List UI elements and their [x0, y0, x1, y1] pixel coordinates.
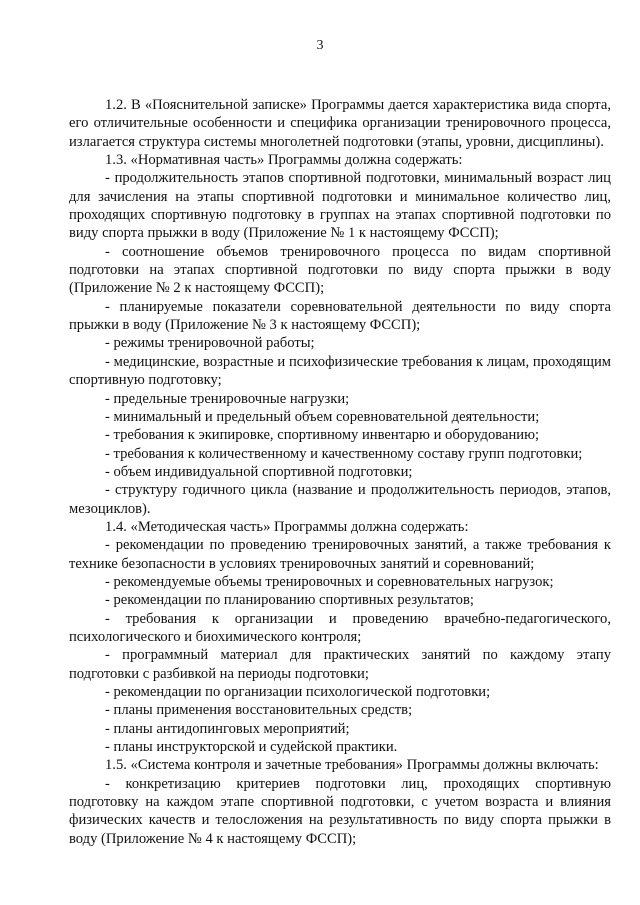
page-number: 3 [316, 38, 324, 53]
paragraph-1-2: 1.2. В «Пояснительной записке» Программы дается характеристика вида спорта, его отличительные особенности и специфика организации тренировочного процесса, излагается структура системы многолетней подготовки (этапы, уровни, дисциплины). [69, 97, 611, 150]
list-item: - медицинские, возрастные и психофизические требования к лицам, проходящим спортивную подготовку; [69, 353, 611, 389]
heading-1-4-methodical-part: 1.4. «Методическая часть» Программы должна содержать: [105, 518, 469, 535]
list-item: - планируемые показатели соревновательной деятельности по виду спорта прыжки в воду (Приложение № 3 к настоящему ФССП); [69, 298, 611, 334]
list-item: - требования к количественному и качественному составу групп подготовки; [105, 445, 583, 462]
list-item: - объем индивидуальной спортивной подготовки; [105, 463, 413, 480]
list-item: - структуру годичного цикла (название и продолжительность периодов, этапов, мезоциклов). [69, 482, 611, 517]
list-item: - требования к организации и проведению врачебно-педагогического, психологического и биохимического контроля; [69, 610, 611, 645]
list-item: - рекомендации по организации психологической подготовки; [105, 684, 491, 700]
list-item: - требования к экипировке, спортивному инвентарю и оборудованию; [105, 427, 540, 444]
list-item: - программный материал для практических занятий по каждому этапу подготовки с разбивкой на периоды подготовки; [69, 647, 611, 682]
list-item: - соотношение объемов тренировочного процесса по видам спортивной подготовки на этапах спортивной подготовки по виду спорта прыжки в воду (Приложение № 2 к настоящему ФССП); [69, 243, 611, 297]
list-item: - рекомендуемые объемы тренировочных и соревновательных нагрузок; [105, 573, 554, 590]
list-item: - планы антидопинговых мероприятий; [105, 720, 350, 737]
list-item: - предельные тренировочные нагрузки; [105, 390, 350, 407]
list-item: - продолжительность этапов спортивной подготовки, минимальный возраст лиц для зачисления на этапы спортивной подготовки и минимальное количество лиц, проходящих спортивную подготовку в группах на этапах спортивной подготовки по виду спорта прыжки в воду (Приложение № 1 к настоящему ФССП); [69, 170, 611, 242]
list-item: - конкретизацию критериев подготовки лиц, проходящих спортивную подготовку на каждом этапе спортивной подготовки, с учетом возраста и влияния физических качеств и телосложения на результативность по виду спорта прыжки в воду (Приложение № 4 к настоящему ФССП); [69, 775, 611, 847]
list-item: - планы применения восстановительных средств; [105, 702, 413, 719]
list-item: - рекомендации по проведению тренировочных занятий, а также требования к технике безопасности в условиях тренировочных занятий и соревнований; [69, 537, 611, 572]
heading-1-3-normative-part: 1.3. «Нормативная часть» Программы должна содержать: [105, 152, 463, 169]
list-item: - рекомендации по планированию спортивных результатов; [105, 592, 474, 609]
list-item: - минимальный и предельный объем соревновательной деятельности; [105, 408, 540, 425]
list-item: - режимы тренировочной работы; [105, 335, 315, 352]
heading-1-5-control-system: 1.5. «Система контроля и зачетные требования» Программы должны включать: [105, 757, 599, 774]
document-body [69, 96, 611, 848]
list-item: - планы инструкторской и судейской практики. [105, 739, 398, 756]
